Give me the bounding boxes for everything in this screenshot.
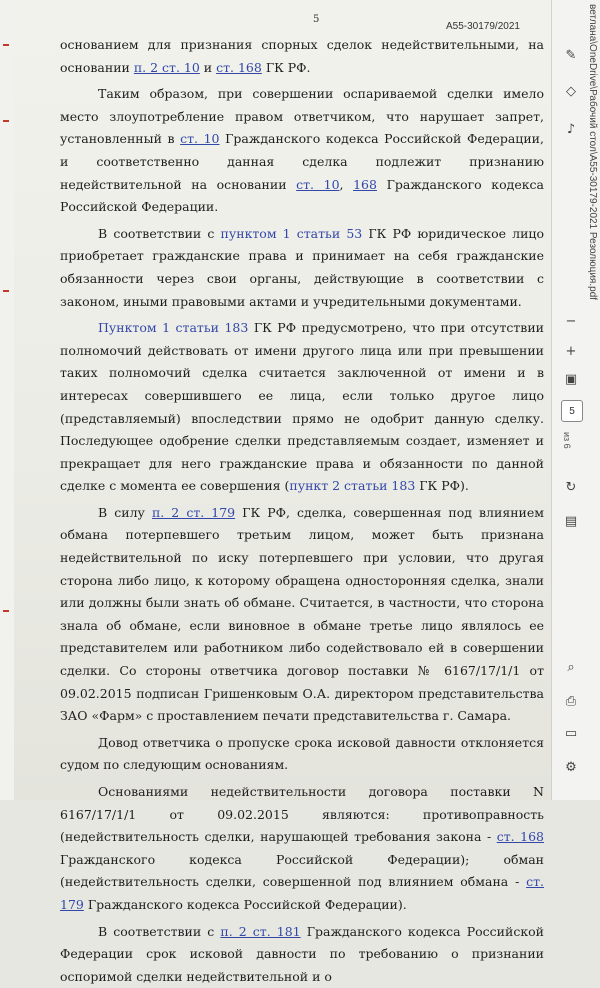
- viewer-toolbar: [551, 0, 600, 800]
- read-aloud-icon[interactable]: ♪: [566, 121, 576, 137]
- left-window-edge: [0, 0, 15, 800]
- draw-icon[interactable]: ✎: [565, 47, 577, 63]
- paragraph-text: Довод ответчика о пропуске срока исковой давности отклоняется судом по следующим основаниям.: [60, 734, 544, 773]
- document-paragraph: [60, 317, 544, 498]
- law-reference-text[interactable]: Пунктом 1 статьи 183: [98, 320, 249, 336]
- page-number-input[interactable]: 5: [561, 400, 583, 422]
- file-path: ветлана\OneDrive\Рабочий стол\А55-30179-2021 Резолюция.pdf: [587, 4, 598, 301]
- total-pages: из 6: [562, 432, 572, 449]
- save-icon[interactable]: ▭: [564, 725, 578, 741]
- law-reference-link[interactable]: п. 2 ст. 179: [151, 504, 236, 520]
- law-reference-link[interactable]: ст. 179: [60, 874, 544, 912]
- edge-marker: [3, 290, 9, 292]
- document-page: [14, 0, 552, 984]
- paragraph-text: Гражданского кодекса Российской Федерации.: [60, 176, 544, 215]
- fit-page-icon[interactable]: ▣: [564, 371, 578, 387]
- print-icon[interactable]: ⎙: [565, 693, 577, 709]
- paragraph-text: ГК РФ, сделка, совершенная под влиянием обмана потерпевшего третьим лицом, может быть признана недействительной по иску потерпевшего при условии, что другая сторона либо лицо, к которому обращена односторонняя сделка, знали или должны были знать об обмане. Считается, в частности, что сторона знала об обмане, если виновное в обмане третье лицо являлось ее представителем или работником либо содействовало ей в совершении сделки. Со стороны ответчика договор поставки № 6167/17/1/1 от 09.02.2015 подписан Гришенковым О.А. директором представительства ЗАО «Фарм» с проставлением печати представительства г. Самара.: [60, 504, 544, 724]
- paragraph-text: В соответствии с: [98, 923, 221, 939]
- paragraph-text: В силу: [98, 504, 152, 520]
- edge-marker: [3, 44, 9, 46]
- search-icon[interactable]: ⌕: [567, 659, 575, 675]
- document-paragraph: [60, 34, 544, 79]
- law-reference-link[interactable]: п. 2 ст. 181: [220, 923, 301, 939]
- paragraph-text: Гражданского кодекса Российской Федерации).: [83, 896, 407, 912]
- paragraph-text: и: [199, 59, 217, 75]
- document-paragraph: [60, 921, 544, 988]
- paragraph-text: основанием для признания спорных сделок недействительными, на основании: [60, 37, 544, 75]
- law-reference-text[interactable]: пунктом 1 статьи 53: [220, 225, 363, 241]
- paragraph-text: ГК РФ.: [261, 59, 311, 75]
- paragraph-text: ГК РФ).: [415, 478, 469, 494]
- edge-marker: [3, 120, 9, 122]
- paragraph-text: В соответствии с: [98, 225, 221, 241]
- law-reference-link[interactable]: ст. 168: [216, 59, 262, 75]
- highlight-icon[interactable]: ◇: [566, 83, 576, 99]
- paragraph-text: Основаниями недействительности договора поставки N 6167/17/1/1 от 09.02.2015 являются: противоправность (недействительность сделки, нарушающей требования закона -: [60, 784, 544, 845]
- law-reference-text[interactable]: пункт 2 статьи 183: [289, 478, 416, 494]
- paragraph-text: Гражданского кодекса Российской Федерации); обман (недействительность сделки, совершенной под влиянием обмана -: [60, 851, 544, 890]
- settings-icon[interactable]: ⚙: [565, 759, 577, 775]
- law-reference-link[interactable]: ст. 10: [296, 176, 340, 192]
- zoom-in-icon[interactable]: +: [565, 343, 577, 359]
- law-reference-link[interactable]: 168: [353, 176, 377, 192]
- paragraph-text: Гражданского кодекса Российской Федерации, и соответственно данная сделка подлежит признанию недействительной на основании: [60, 131, 544, 192]
- case-number: А55-30179/2021: [446, 21, 520, 32]
- zoom-out-icon[interactable]: −: [565, 313, 577, 329]
- page-view-icon[interactable]: ▤: [564, 513, 578, 529]
- paragraph-text: ГК РФ юридическое лицо приобретает гражданские права и принимает на себя гражданские обязанности через свои органы, действующие в соответствии с законом, иными правовыми актами и учредительными документами.: [60, 225, 544, 309]
- paragraph-text: Таким образом, при совершении оспариваемой сделки имело место злоупотребление правом ответчиком, что нарушает запрет, установленный в: [60, 86, 544, 147]
- document-paragraph: [60, 83, 544, 219]
- document-paragraph: [60, 502, 544, 728]
- document-body: [60, 34, 544, 988]
- document-paragraph: [60, 732, 544, 777]
- document-paragraph: [60, 223, 544, 313]
- document-paragraph: [60, 781, 544, 917]
- rotate-icon[interactable]: ↻: [565, 479, 577, 495]
- paragraph-text: ГК РФ предусмотрено, что при отсутствии полномочий действовать от имени другого лица или при превышении таких полномочий сделка считается заключенной от имени и в интересах совершившего ее лица, если только другое лицо (представляемый) впоследствии прямо не одобрит данную сделку. Последующее одобрение сделки представляемым создает, изменяет и прекращает для него гражданские права и обязанности по данной сделке с момента ее совершения (: [60, 320, 544, 494]
- edge-marker: [3, 610, 9, 612]
- paragraph-text: Гражданского кодекса Российской Федерации срок исковой давности по требованию о признании оспоримой сделки недействительной и о: [60, 923, 544, 984]
- law-reference-link[interactable]: п. 2 ст. 10: [133, 59, 200, 75]
- paragraph-text: ,: [339, 176, 354, 192]
- law-reference-link[interactable]: ст. 168: [496, 829, 544, 845]
- law-reference-link[interactable]: ст. 10: [180, 131, 220, 147]
- page-number: 5: [313, 14, 320, 25]
